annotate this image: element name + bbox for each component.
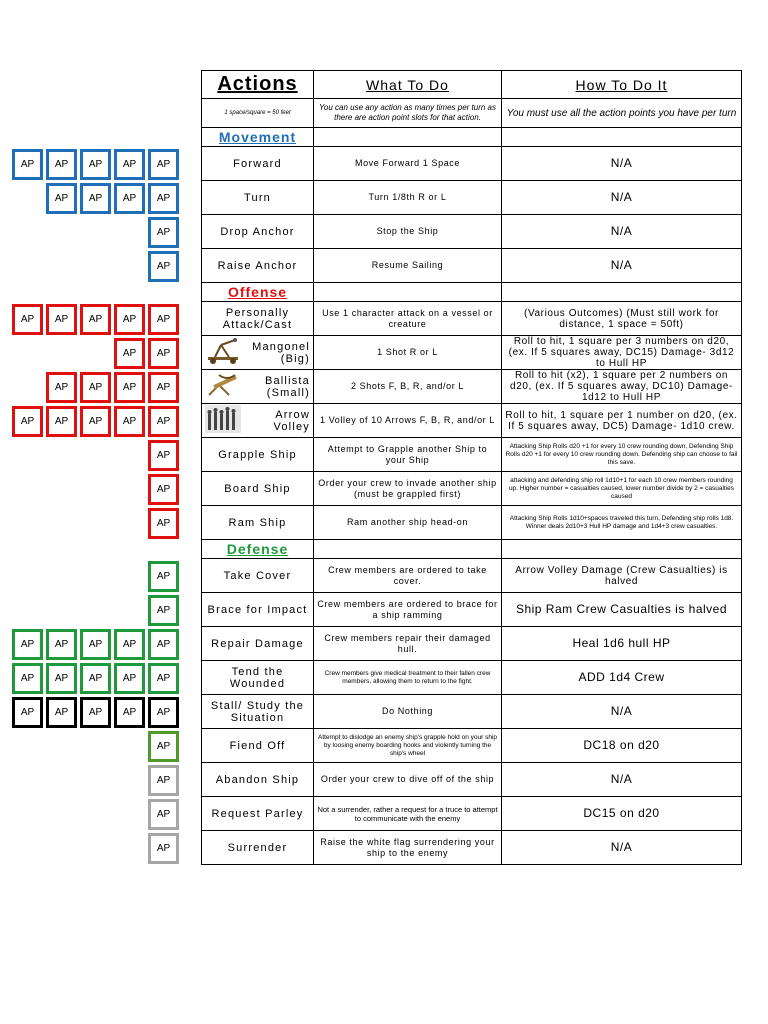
ap-box: AP — [12, 406, 43, 437]
how-to-do-it: Ship Ram Crew Casualties is halved — [502, 593, 742, 627]
ap-box: AP — [80, 663, 111, 694]
section-blank — [314, 283, 502, 302]
action-row-take-cover — [202, 559, 742, 593]
ap-box: AP — [148, 765, 179, 796]
section-blank — [314, 128, 502, 147]
section-title: Offense — [202, 283, 314, 302]
ap-box: AP — [46, 304, 77, 335]
action-name: Personally Attack/Cast — [202, 302, 314, 336]
ap-box: AP — [148, 372, 179, 403]
ap-box: AP — [114, 149, 145, 180]
action-name: Abandon Ship — [202, 763, 314, 797]
ap-box: AP — [114, 338, 145, 369]
what-to-do: Resume Sailing — [314, 249, 502, 283]
what-to-do: 2 Shots F, B, R, and/or L — [314, 370, 502, 404]
ap-box: AP — [148, 561, 179, 592]
ballista-icon — [205, 371, 241, 402]
action-row-turn — [202, 181, 742, 215]
ap-box: AP — [80, 183, 111, 214]
what-to-do: Turn 1/8th R or L — [314, 181, 502, 215]
action-row-ballista-small — [202, 370, 742, 404]
how-to-do-it: Attacking Ship Rolls 1d10+spaces traveled this turn, Defending ship rolls 1d8. Winner deals 2d10+3 Hull HP damage and 1d4+3 crew casualties. — [502, 506, 742, 540]
ap-box: AP — [80, 406, 111, 437]
action-name: Turn — [202, 181, 314, 215]
section-blank — [502, 128, 742, 147]
ap-box: AP — [12, 697, 43, 728]
what-to-do: Attempt to dislodge an enemy ship's grapple hold on your ship by loosing enemy boarding hooks and violently turning the ship's wheel — [314, 729, 502, 763]
action-name: Request Parley — [202, 797, 314, 831]
ap-box: AP — [148, 474, 179, 505]
how-to-do-it: Roll to hit (x2), 1 square per 2 numbers on d20, (ex. If 5 squares away, DC10) Damage- 1d12 to Hull HP — [502, 370, 742, 404]
mangonel-icon — [205, 337, 241, 368]
how-to-do-it: N/A — [502, 147, 742, 181]
what-to-do: Raise the white flag surrendering your ship to the enemy — [314, 831, 502, 865]
action-name-text: Ballista (Small) — [264, 374, 310, 399]
how-to-do-it: (Various Outcomes) (Must still work for distance, 1 space = 50ft) — [502, 302, 742, 336]
how-to-do-it: N/A — [502, 831, 742, 865]
ap-box: AP — [148, 799, 179, 830]
ap-box: AP — [148, 304, 179, 335]
action-row-request-parley — [202, 797, 742, 831]
ap-box: AP — [114, 663, 145, 694]
action-row-surrender — [202, 831, 742, 865]
action-row-mangonel-big — [202, 336, 742, 370]
what-note: You can use any action as many times per turn as there are action point slots for that action. — [314, 99, 502, 128]
action-name: Stall/ Study the Situation — [202, 695, 314, 729]
action-row-drop-anchor — [202, 215, 742, 249]
how-to-do-it: Attacking Ship Rolls d20 +1 for every 10 crew rounding down, Defending Ship Rolls d20 +1 for every 10 crew rounding down. Defending ship can choose to fail this save. — [502, 438, 742, 472]
ap-box: AP — [148, 508, 179, 539]
how-to-do-it: N/A — [502, 763, 742, 797]
ap-box: AP — [12, 149, 43, 180]
ap-box: AP — [148, 440, 179, 471]
how-to-do-it: Roll to hit, 1 square per 1 number on d20, (ex. If 5 squares away, DC5) Damage- 1d10 crew. — [502, 404, 742, 438]
how-to-do-it: N/A — [502, 695, 742, 729]
section-movement — [202, 128, 742, 147]
what-to-do: Crew members give medical treatment to their fallen crew members, allowing them to return to the fight. — [314, 661, 502, 695]
section-blank — [314, 540, 502, 559]
what-to-do: 1 Shot R or L — [314, 336, 502, 370]
actions-table — [201, 70, 742, 865]
action-name: Take Cover — [202, 559, 314, 593]
ap-box: AP — [80, 629, 111, 660]
ap-box: AP — [114, 304, 145, 335]
action-name: Fiend Off — [202, 729, 314, 763]
action-row-abandon-ship — [202, 763, 742, 797]
action-name: Board Ship — [202, 472, 314, 506]
action-row-arrow-volley — [202, 404, 742, 438]
what-to-do: Ram another ship head-on — [314, 506, 502, 540]
action-row-repair-damage — [202, 627, 742, 661]
action-row-forward — [202, 147, 742, 181]
what-to-do: Crew members repair their damaged hull. — [314, 627, 502, 661]
ap-box: AP — [46, 663, 77, 694]
action-row-stall-study-the-situation — [202, 695, 742, 729]
ap-box: AP — [114, 406, 145, 437]
ap-box: AP — [46, 372, 77, 403]
action-name: Brace for Impact — [202, 593, 314, 627]
action-name-text: Arrow Volley — [273, 408, 310, 433]
header-what-to-do: What To Do — [314, 71, 502, 99]
ap-box: AP — [80, 149, 111, 180]
ap-box: AP — [148, 697, 179, 728]
ap-box: AP — [114, 697, 145, 728]
ap-box: AP — [46, 697, 77, 728]
what-to-do: Order your crew to dive off of the ship — [314, 763, 502, 797]
subheader-row — [202, 99, 742, 128]
action-row-fiend-off — [202, 729, 742, 763]
ap-box: AP — [80, 372, 111, 403]
section-offense — [202, 283, 742, 302]
action-row-ram-ship — [202, 506, 742, 540]
what-to-do: 1 Volley of 10 Arrows F, B, R, and/or L — [314, 404, 502, 438]
what-to-do: Use 1 character attack on a vessel or creature — [314, 302, 502, 336]
how-to-do-it: attacking and defending ship roll 1d10+1 for each 10 crew members rounding up. Higher number = casualties caused, lower number divide by 2 = casualties caused — [502, 472, 742, 506]
how-to-do-it: ADD 1d4 Crew — [502, 661, 742, 695]
what-to-do: Move Forward 1 Space — [314, 147, 502, 181]
what-to-do: Attempt to Grapple another Ship to your Ship — [314, 438, 502, 472]
what-to-do: Crew members are ordered to take cover. — [314, 559, 502, 593]
ap-box: AP — [12, 663, 43, 694]
action-name: Grapple Ship — [202, 438, 314, 472]
action-name — [202, 370, 314, 404]
action-name-text: Mangonel (Big) — [252, 340, 310, 365]
action-row-grapple-ship — [202, 438, 742, 472]
ap-box: AP — [114, 629, 145, 660]
ap-box: AP — [114, 372, 145, 403]
action-row-board-ship — [202, 472, 742, 506]
archers-icon — [205, 405, 241, 436]
ap-box: AP — [148, 731, 179, 762]
ap-box: AP — [46, 149, 77, 180]
ap-box: AP — [46, 406, 77, 437]
ap-box: AP — [148, 183, 179, 214]
what-to-do: Crew members are ordered to brace for a ship ramming — [314, 593, 502, 627]
section-title: Movement — [202, 128, 314, 147]
action-name: Ram Ship — [202, 506, 314, 540]
ap-box: AP — [46, 183, 77, 214]
action-name: Surrender — [202, 831, 314, 865]
action-row-tend-the-wounded — [202, 661, 742, 695]
ap-box: AP — [46, 629, 77, 660]
what-to-do: Order your crew to invade another ship (must be grappled first) — [314, 472, 502, 506]
what-to-do: Not a surrender, rather a request for a truce to attempt to communicate with the enemy — [314, 797, 502, 831]
how-to-do-it: Arrow Volley Damage (Crew Casualties) is halved — [502, 559, 742, 593]
section-blank — [502, 540, 742, 559]
ap-box: AP — [80, 697, 111, 728]
ap-box: AP — [12, 304, 43, 335]
section-defense — [202, 540, 742, 559]
ap-box: AP — [148, 217, 179, 248]
action-name: Drop Anchor — [202, 215, 314, 249]
action-name: Forward — [202, 147, 314, 181]
header-actions: Actions — [202, 71, 314, 99]
action-row-personally-attack-cast — [202, 302, 742, 336]
how-note: You must use all the action points you have per turn — [502, 99, 742, 128]
action-name: Tend the Wounded — [202, 661, 314, 695]
action-name — [202, 404, 314, 438]
action-name: Repair Damage — [202, 627, 314, 661]
scale-note: 1 space/square = 50 feet — [202, 99, 314, 128]
action-row-raise-anchor — [202, 249, 742, 283]
how-to-do-it: DC15 on d20 — [502, 797, 742, 831]
what-to-do: Do Nothing — [314, 695, 502, 729]
ap-box: AP — [114, 183, 145, 214]
how-to-do-it: N/A — [502, 181, 742, 215]
how-to-do-it: DC18 on d20 — [502, 729, 742, 763]
header-row — [202, 71, 742, 99]
how-to-do-it: N/A — [502, 215, 742, 249]
how-to-do-it: N/A — [502, 249, 742, 283]
ap-box: AP — [148, 149, 179, 180]
ap-box: AP — [148, 663, 179, 694]
ap-box: AP — [148, 833, 179, 864]
ap-box: AP — [80, 304, 111, 335]
ap-box: AP — [148, 595, 179, 626]
ap-box: AP — [148, 406, 179, 437]
ap-box: AP — [12, 629, 43, 660]
ap-box: AP — [148, 338, 179, 369]
section-blank — [502, 283, 742, 302]
header-how-to-do-it: How To Do It — [502, 71, 742, 99]
action-name — [202, 336, 314, 370]
how-to-do-it: Roll to hit, 1 square per 3 numbers on d20, (ex. If 5 squares away, DC15) Damage- 3d12 to Hull HP — [502, 336, 742, 370]
ap-box: AP — [148, 251, 179, 282]
action-name: Raise Anchor — [202, 249, 314, 283]
action-row-brace-for-impact — [202, 593, 742, 627]
section-title: Defense — [202, 540, 314, 559]
ap-box: AP — [148, 629, 179, 660]
what-to-do: Stop the Ship — [314, 215, 502, 249]
how-to-do-it: Heal 1d6 hull HP — [502, 627, 742, 661]
